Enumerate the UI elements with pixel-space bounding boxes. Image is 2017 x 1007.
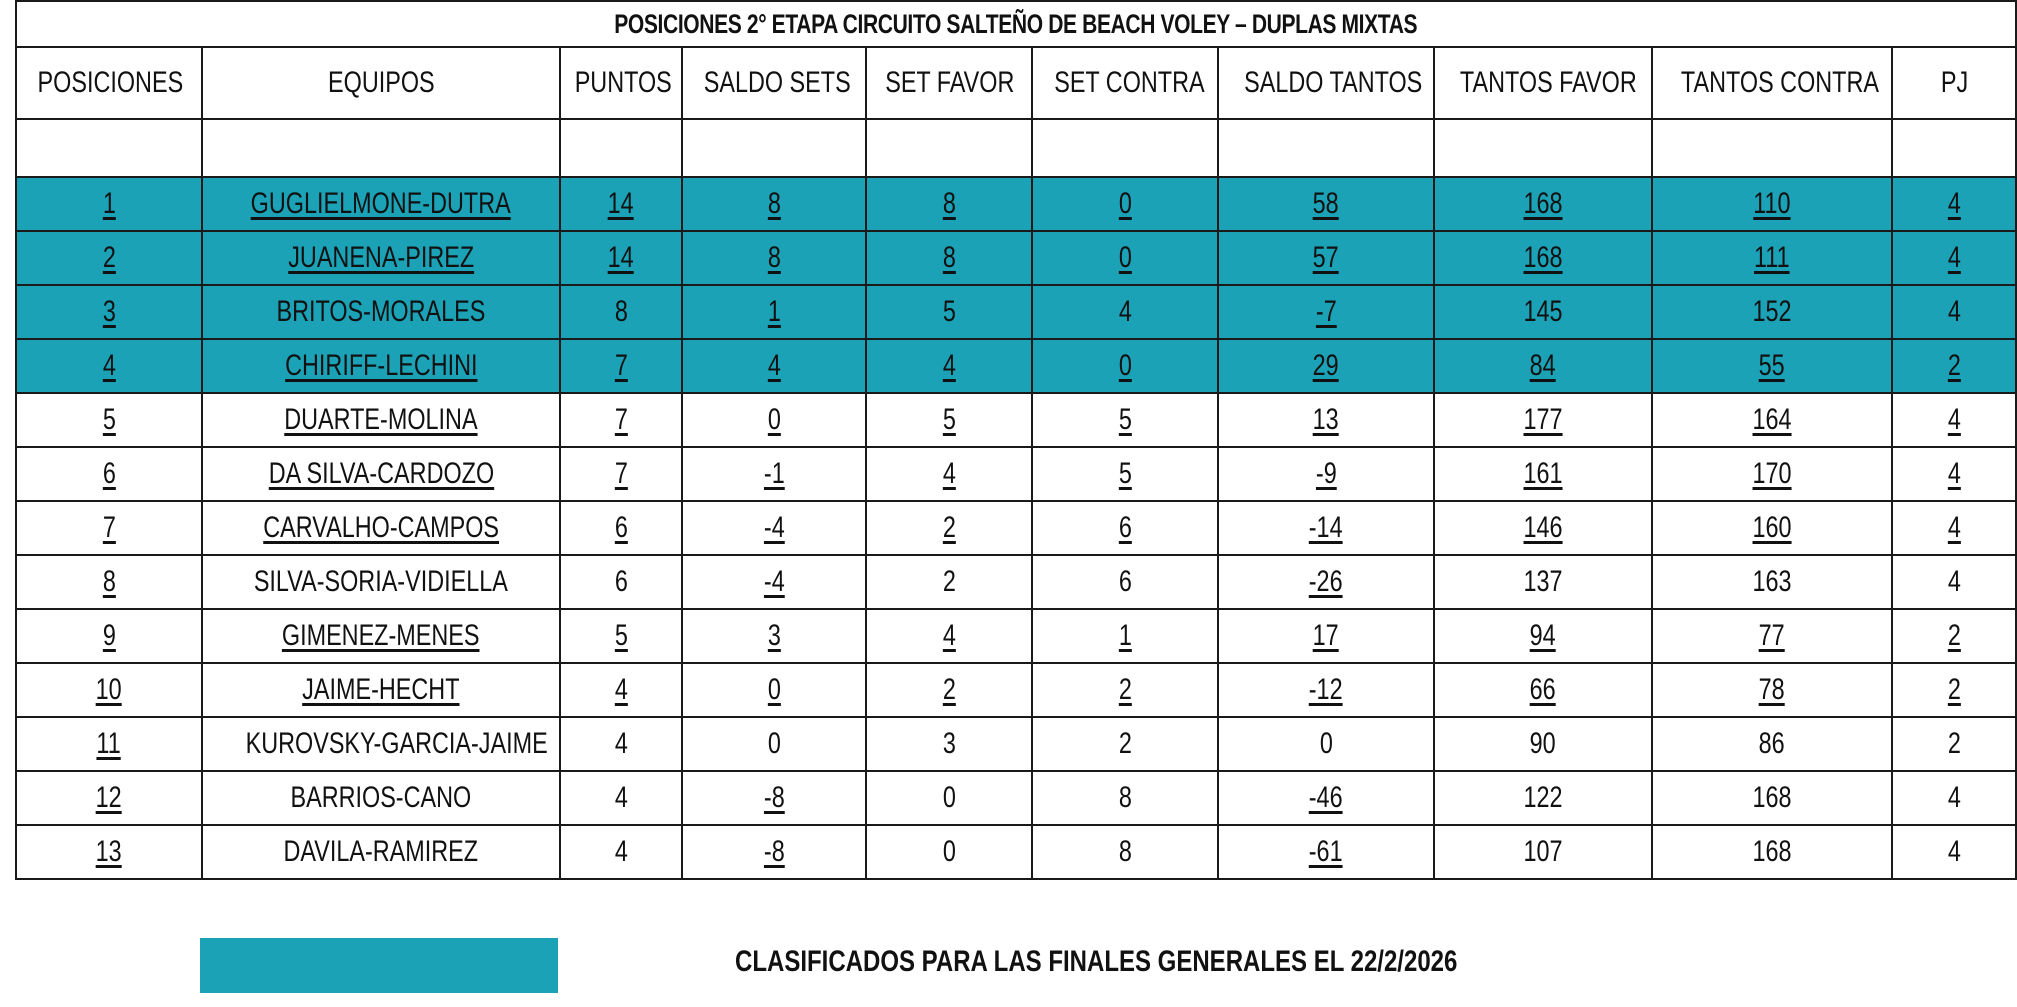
title-row	[16, 1, 2016, 47]
table-row	[16, 555, 2016, 609]
cell-set-favor: 5	[866, 285, 1032, 339]
blank-cell	[202, 119, 560, 177]
header-saldo-sets: SALDO SETS	[682, 47, 866, 119]
cell-saldo-sets[interactable]: -4	[682, 555, 866, 609]
cell-puntos: 4	[560, 717, 682, 771]
header-tantos-favor: TANTOS FAVOR	[1434, 47, 1652, 119]
cell-saldo-tantos[interactable]: 29	[1218, 339, 1434, 393]
cell-tantos-favor: 122	[1434, 771, 1652, 825]
cell-pj[interactable]: 4	[1892, 393, 2016, 447]
blank-cell	[1652, 119, 1892, 177]
cell-position[interactable]: 1	[16, 177, 202, 231]
cell-saldo-sets[interactable]: -1	[682, 447, 866, 501]
cell-set-favor: 0	[866, 771, 1032, 825]
cell-set-favor: 0	[866, 825, 1032, 879]
cell-pj: 2	[1892, 717, 2016, 771]
cell-puntos[interactable]: 14	[560, 177, 682, 231]
table-row	[16, 501, 2016, 555]
cell-pj: 4	[1892, 285, 2016, 339]
cell-set-favor[interactable]: 8	[866, 177, 1032, 231]
cell-saldo-sets[interactable]: 8	[682, 231, 866, 285]
cell-position[interactable]: 6	[16, 447, 202, 501]
table-row	[16, 609, 2016, 663]
cell-pj: 4	[1892, 771, 2016, 825]
table-title-cell	[16, 1, 2016, 47]
cell-puntos[interactable]: 5	[560, 609, 682, 663]
cell-position[interactable]: 11	[16, 717, 202, 771]
cell-puntos[interactable]: 7	[560, 339, 682, 393]
cell-position[interactable]: 10	[16, 663, 202, 717]
cell-set-favor[interactable]: 2	[866, 501, 1032, 555]
blank-cell	[1434, 119, 1652, 177]
cell-saldo-tantos[interactable]: 17	[1218, 609, 1434, 663]
cell-pj: 4	[1892, 555, 2016, 609]
cell-set-favor[interactable]: 4	[866, 339, 1032, 393]
cell-tantos-favor[interactable]: 84	[1434, 339, 1652, 393]
cell-team: DAVILA-RAMIREZ	[202, 825, 560, 879]
cell-saldo-tantos[interactable]: -14	[1218, 501, 1434, 555]
cell-team[interactable]: CHIRIFF-LECHINI	[202, 339, 560, 393]
cell-saldo-sets[interactable]: 0	[682, 663, 866, 717]
cell-puntos: 6	[560, 555, 682, 609]
legend-text: CLASIFICADOS PARA LAS FINALES GENERALES EL 22/2/2026	[735, 945, 1458, 978]
cell-set-favor[interactable]: 2	[866, 663, 1032, 717]
cell-saldo-sets: 0	[682, 717, 866, 771]
cell-set-favor: 3	[866, 717, 1032, 771]
blank-cell	[866, 119, 1032, 177]
cell-team[interactable]: DA SILVA-CARDOZO	[202, 447, 560, 501]
cell-set-contra[interactable]: 6	[1032, 501, 1218, 555]
cell-set-contra[interactable]: 0	[1032, 231, 1218, 285]
cell-tantos-favor[interactable]: 168	[1434, 177, 1652, 231]
cell-pj[interactable]: 4	[1892, 231, 2016, 285]
table-row	[16, 717, 2016, 771]
cell-set-contra[interactable]: 0	[1032, 177, 1218, 231]
cell-tantos-favor[interactable]: 66	[1434, 663, 1652, 717]
cell-saldo-tantos: 0	[1218, 717, 1434, 771]
table-row	[16, 447, 2016, 501]
cell-saldo-tantos[interactable]: 57	[1218, 231, 1434, 285]
cell-set-contra[interactable]: 5	[1032, 447, 1218, 501]
legend-swatch	[200, 938, 558, 993]
cell-tantos-contra[interactable]: 160	[1652, 501, 1892, 555]
cell-position[interactable]: 12	[16, 771, 202, 825]
cell-set-contra: 8	[1032, 771, 1218, 825]
cell-team[interactable]: GIMENEZ-MENES	[202, 609, 560, 663]
cell-team: KUROVSKY-GARCIA-JAIME	[202, 717, 560, 771]
cell-saldo-tantos[interactable]: -26	[1218, 555, 1434, 609]
cell-set-contra: 4	[1032, 285, 1218, 339]
cell-pj: 4	[1892, 825, 2016, 879]
cell-set-contra[interactable]: 0	[1032, 339, 1218, 393]
cell-saldo-tantos[interactable]: -61	[1218, 825, 1434, 879]
cell-set-contra[interactable]: 2	[1032, 663, 1218, 717]
cell-tantos-contra: 163	[1652, 555, 1892, 609]
cell-tantos-favor[interactable]: 146	[1434, 501, 1652, 555]
cell-saldo-sets[interactable]: -8	[682, 825, 866, 879]
blank-cell	[1892, 119, 2016, 177]
cell-pj[interactable]: 2	[1892, 609, 2016, 663]
cell-puntos[interactable]: 14	[560, 231, 682, 285]
cell-set-contra: 2	[1032, 717, 1218, 771]
cell-tantos-favor[interactable]: 161	[1434, 447, 1652, 501]
cell-tantos-contra: 152	[1652, 285, 1892, 339]
cell-set-contra[interactable]: 5	[1032, 393, 1218, 447]
cell-tantos-contra: 168	[1652, 825, 1892, 879]
cell-puntos: 8	[560, 285, 682, 339]
cell-pj[interactable]: 4	[1892, 447, 2016, 501]
cell-saldo-tantos[interactable]: 58	[1218, 177, 1434, 231]
cell-team[interactable]: DUARTE-MOLINA	[202, 393, 560, 447]
cell-saldo-sets[interactable]: 0	[682, 393, 866, 447]
header-equipos: EQUIPOS	[202, 47, 560, 119]
cell-saldo-tantos[interactable]: -46	[1218, 771, 1434, 825]
cell-tantos-favor: 145	[1434, 285, 1652, 339]
cell-set-favor[interactable]: 8	[866, 231, 1032, 285]
cell-position[interactable]: 2	[16, 231, 202, 285]
cell-set-contra[interactable]: 1	[1032, 609, 1218, 663]
table-row	[16, 393, 2016, 447]
blank-cell	[1032, 119, 1218, 177]
cell-team: BRITOS-MORALES	[202, 285, 560, 339]
cell-position[interactable]: 9	[16, 609, 202, 663]
cell-tantos-contra[interactable]: 170	[1652, 447, 1892, 501]
cell-saldo-tantos[interactable]: 13	[1218, 393, 1434, 447]
blank-cell	[16, 119, 202, 177]
header-pj: PJ	[1892, 47, 2016, 119]
cell-pj[interactable]: 2	[1892, 663, 2016, 717]
header-set-favor: SET FAVOR	[866, 47, 1032, 119]
cell-saldo-sets[interactable]: 1	[682, 285, 866, 339]
standings-sheet	[15, 0, 1968, 880]
header-saldo-tantos: SALDO TANTOS	[1218, 47, 1434, 119]
blank-cell	[682, 119, 866, 177]
cell-position[interactable]: 4	[16, 339, 202, 393]
table-row	[16, 231, 2016, 285]
cell-tantos-favor: 137	[1434, 555, 1652, 609]
cell-tantos-contra: 168	[1652, 771, 1892, 825]
cell-saldo-tantos[interactable]: -7	[1218, 285, 1434, 339]
cell-set-favor[interactable]: 4	[866, 447, 1032, 501]
cell-puntos[interactable]: 6	[560, 501, 682, 555]
cell-tantos-contra[interactable]: 77	[1652, 609, 1892, 663]
cell-pj[interactable]: 4	[1892, 501, 2016, 555]
cell-puntos[interactable]: 4	[560, 663, 682, 717]
cell-puntos: 4	[560, 825, 682, 879]
header-puntos: PUNTOS	[560, 47, 682, 119]
cell-tantos-contra: 86	[1652, 717, 1892, 771]
cell-pj[interactable]: 2	[1892, 339, 2016, 393]
table-title: POSICIONES 2° ETAPA CIRCUITO SALTEÑO DE BEACH VOLEY – DUPLAS MIXTAS	[614, 8, 1418, 39]
table-row	[16, 339, 2016, 393]
cell-saldo-sets[interactable]: 8	[682, 177, 866, 231]
table-row	[16, 771, 2016, 825]
cell-tantos-favor: 107	[1434, 825, 1652, 879]
cell-position[interactable]: 7	[16, 501, 202, 555]
table-row	[16, 177, 2016, 231]
cell-team[interactable]: JUANENA-PIREZ	[202, 231, 560, 285]
cell-tantos-contra[interactable]: 55	[1652, 339, 1892, 393]
cell-team: SILVA-SORIA-VIDIELLA	[202, 555, 560, 609]
cell-team: BARRIOS-CANO	[202, 771, 560, 825]
cell-saldo-tantos[interactable]: -9	[1218, 447, 1434, 501]
cell-tantos-contra[interactable]: 164	[1652, 393, 1892, 447]
cell-position[interactable]: 3	[16, 285, 202, 339]
cell-set-favor[interactable]: 4	[866, 609, 1032, 663]
cell-position[interactable]: 5	[16, 393, 202, 447]
header-posiciones: POSICIONES	[16, 47, 202, 119]
cell-tantos-contra[interactable]: 110	[1652, 177, 1892, 231]
cell-team[interactable]: JAIME-HECHT	[202, 663, 560, 717]
cell-saldo-sets[interactable]: -8	[682, 771, 866, 825]
cell-tantos-favor: 90	[1434, 717, 1652, 771]
cell-set-contra: 8	[1032, 825, 1218, 879]
cell-team[interactable]: CARVALHO-CAMPOS	[202, 501, 560, 555]
cell-tantos-contra[interactable]: 78	[1652, 663, 1892, 717]
cell-position[interactable]: 13	[16, 825, 202, 879]
cell-set-favor: 2	[866, 555, 1032, 609]
cell-pj[interactable]: 4	[1892, 177, 2016, 231]
cell-tantos-favor[interactable]: 177	[1434, 393, 1652, 447]
cell-saldo-sets[interactable]: 4	[682, 339, 866, 393]
cell-saldo-sets[interactable]: 3	[682, 609, 866, 663]
cell-team[interactable]: GUGLIELMONE-DUTRA	[202, 177, 560, 231]
header-row	[16, 47, 2016, 119]
cell-puntos[interactable]: 7	[560, 447, 682, 501]
blank-cell	[560, 119, 682, 177]
table-row	[16, 285, 2016, 339]
cell-puntos: 4	[560, 771, 682, 825]
cell-tantos-favor[interactable]: 94	[1434, 609, 1652, 663]
header-tantos-contra: TANTOS CONTRA	[1652, 47, 1892, 119]
blank-row	[16, 119, 2016, 177]
blank-cell	[1218, 119, 1434, 177]
cell-set-favor[interactable]: 5	[866, 393, 1032, 447]
standings-table	[15, 0, 2017, 880]
table-row	[16, 663, 2016, 717]
cell-saldo-sets[interactable]: -4	[682, 501, 866, 555]
cell-saldo-tantos[interactable]: -12	[1218, 663, 1434, 717]
cell-position[interactable]: 8	[16, 555, 202, 609]
cell-set-contra: 6	[1032, 555, 1218, 609]
cell-tantos-favor[interactable]: 168	[1434, 231, 1652, 285]
cell-puntos[interactable]: 7	[560, 393, 682, 447]
header-set-contra: SET CONTRA	[1032, 47, 1218, 119]
cell-tantos-contra[interactable]: 111	[1652, 231, 1892, 285]
table-row	[16, 825, 2016, 879]
